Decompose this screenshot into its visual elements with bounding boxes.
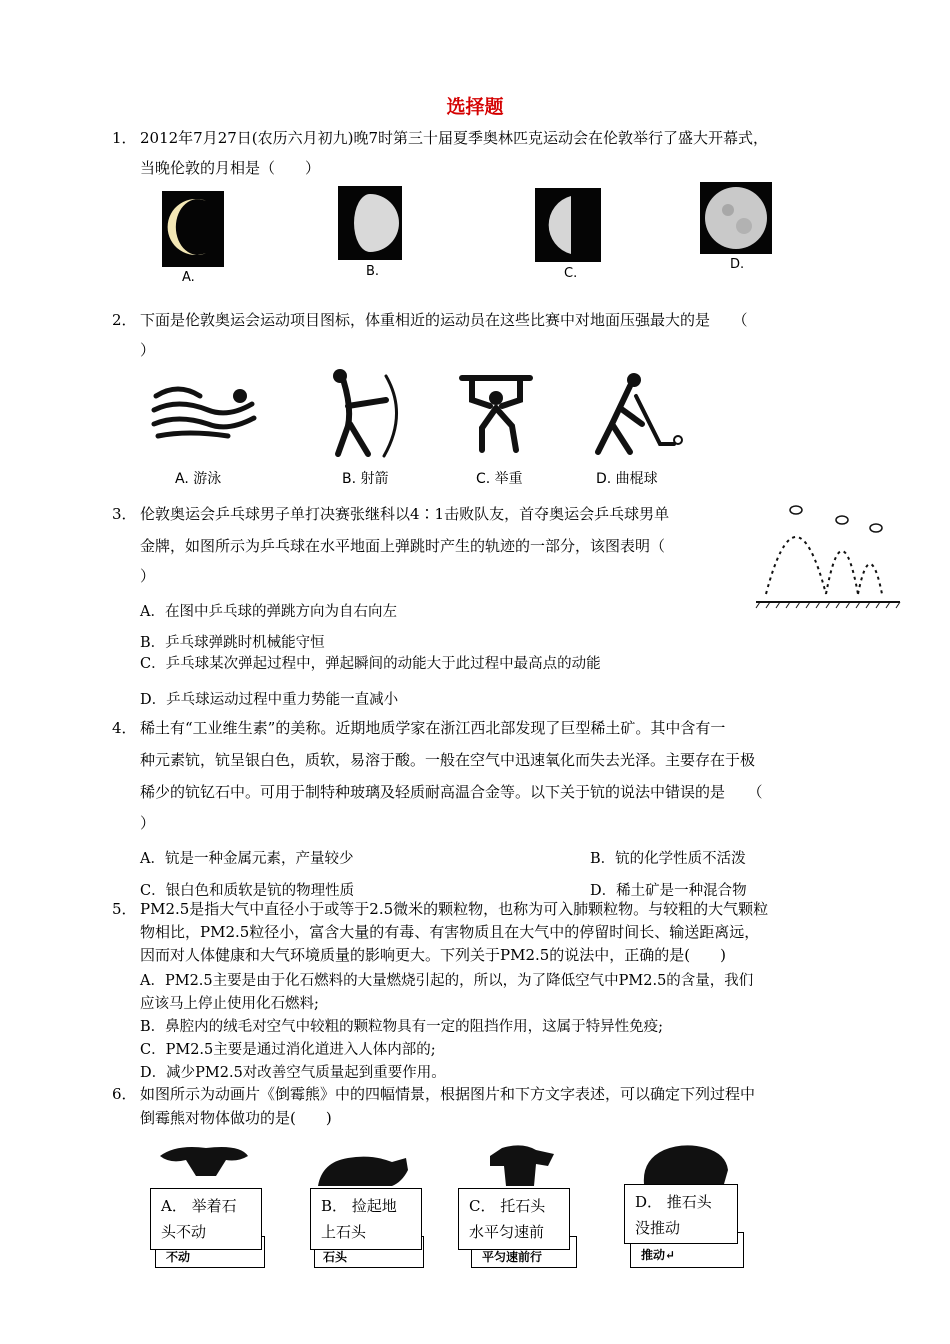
- question-text: 种元素钪，钪呈银白色，质软，易溶于酸。一般在空气中迅速氧化而失去光泽。主要存在于极: [140, 751, 756, 769]
- page-title: 选择题: [446, 96, 504, 118]
- question-text: 当晚伦敦的月相是（ ）: [140, 159, 321, 177]
- ball-trajectory-figure: [754, 498, 904, 610]
- caption-line: B． 捡起地: [321, 1197, 397, 1215]
- question-number: 4．: [112, 719, 137, 737]
- swimming-icon: [148, 374, 268, 444]
- option-label-b: B.: [366, 264, 380, 279]
- question-text: 稀土有“工业维生素”的美称。近期地质学家在浙江西北部发现了巨型稀土矿。其中含有一: [140, 719, 726, 737]
- caption-line: C． 托石头: [469, 1197, 546, 1215]
- bear-silhouette-a: [156, 1142, 252, 1186]
- option-label-d: D. 曲棍球: [596, 471, 658, 487]
- moon-image-d: [700, 182, 772, 254]
- question-number: 2．: [112, 311, 137, 329]
- question-text: ）: [140, 814, 156, 832]
- option-c: C．PM2.5主要是通过消化道进入人体内部的;: [140, 1042, 436, 1058]
- question-text: 金牌，如图所示为乒乓球在水平地面上弹跳时产生的轨迹的一部分，该图表明（: [140, 537, 666, 555]
- option-d: D．乒乓球运动过程中重力势能一直减小: [140, 692, 399, 708]
- caption-line: 上石头: [321, 1223, 367, 1241]
- option-label-a: A. 游泳: [175, 471, 222, 487]
- option-label-d: D.: [730, 257, 745, 272]
- question-number: 1．: [112, 129, 137, 147]
- question-text: 倒霉熊对物体做功的是( ): [140, 1109, 332, 1127]
- option-label-c: C. 举重: [476, 471, 523, 487]
- option-label-c: C.: [564, 266, 578, 281]
- question-text: 如图所示为动画片《倒霉熊》中的四幅情景，根据图片和下方文字表述，可以确定下列过程中: [140, 1085, 756, 1103]
- option-a-continued: 应该马上停止使用化石燃料;: [140, 996, 319, 1012]
- question-text: ）: [140, 341, 156, 359]
- bear-silhouette-d: [634, 1140, 734, 1188]
- question-number: 6．: [112, 1085, 137, 1103]
- option-d: D．减少PM2.5对改善空气质量起到重要作用。: [140, 1065, 446, 1081]
- panel-back-text: 推动↵: [641, 1248, 676, 1262]
- hockey-icon: [590, 368, 690, 458]
- question-text: 因而对人体健康和大气环境质量的影响更大。下列关于PM2.5的说法中，正确的是( ): [140, 946, 727, 964]
- panel-back-text: 平匀速前行: [482, 1250, 543, 1264]
- panel-caption-d: [624, 1184, 738, 1244]
- option-b: B．鼻腔内的绒毛对空气中较粗的颗粒物具有一定的阻挡作用，这属于特异性免疫;: [140, 1019, 664, 1035]
- option-c: C．银白色和质软是钪的物理性质: [140, 883, 355, 899]
- option-c: C．乒乓球某次弹起过程中，弹起瞬间的动能大于此过程中最高点的动能: [140, 656, 601, 672]
- option-label-a: A.: [182, 270, 195, 285]
- caption-line: 没推动: [635, 1219, 681, 1237]
- moon-image-a: [162, 191, 224, 267]
- option-b: B．乒乓球弹跳时机械能守恒: [140, 635, 325, 651]
- question-text: 下面是伦敦奥运会运动项目图标，体重相近的运动员在这些比赛中对地面压强最大的是 （: [140, 311, 748, 329]
- option-d: D．稀土矿是一种混合物: [590, 883, 747, 899]
- panel-caption-c: [458, 1188, 570, 1250]
- panel-caption-a: [150, 1188, 262, 1250]
- question-text: 伦敦奥运会乒乓球男子单打决赛张继科以4∶1击败队友，首夺奥运会乒乓球男单: [140, 505, 670, 523]
- panel-caption-b: [310, 1188, 422, 1250]
- option-a: A．PM2.5主要是由于化石燃料的大量燃烧引起的，所以，为了降低空气中PM2.5的含量，我们: [140, 973, 754, 989]
- question-number: 5．: [112, 900, 137, 918]
- option-a: A．钪是一种金属元素，产量较少: [140, 851, 354, 867]
- question-text: ）: [140, 567, 156, 585]
- moon-image-b: [338, 186, 402, 260]
- option-a: A．在图中乒乓球的弹跳方向为自右向左: [140, 604, 397, 620]
- panel-back-text: 不动: [166, 1250, 191, 1264]
- question-text: 物相比，PM2.5粒径小，富含大量的有毒、有害物质且在大气中的停留时间长、输送距离远，: [140, 923, 760, 941]
- panel-back-text: 石头: [323, 1250, 348, 1264]
- option-label-b: B. 射箭: [342, 471, 389, 487]
- question-text: 2012年7月27日(农历六月初九)晚7时第三十届夏季奥林匹克运动会在伦敦举行了盛大开幕式，: [140, 129, 769, 147]
- caption-line: A． 举着石: [161, 1197, 237, 1215]
- option-b: B．钪的化学性质不活泼: [590, 851, 746, 867]
- question-text: PM2.5是指大气中直径小于或等于2.5微米的颗粒物，也称为可入肺颗粒物。与较粗的大气颗粒: [140, 900, 769, 918]
- caption-line: D． 推石头: [635, 1193, 712, 1211]
- caption-line: 头不动: [161, 1223, 207, 1241]
- question-number: 3．: [112, 505, 137, 523]
- bear-silhouette-c: [482, 1142, 562, 1188]
- question-text: 稀少的钪钇石中。可用于制特种玻璃及轻质耐高温合金等。以下关于钪的说法中错误的是 （: [140, 783, 763, 801]
- weightlifting-icon: [456, 366, 536, 456]
- moon-image-c: [535, 188, 601, 262]
- archery-icon: [328, 366, 408, 462]
- caption-line: 水平匀速前: [469, 1223, 545, 1241]
- bear-silhouette-b: [312, 1152, 412, 1190]
